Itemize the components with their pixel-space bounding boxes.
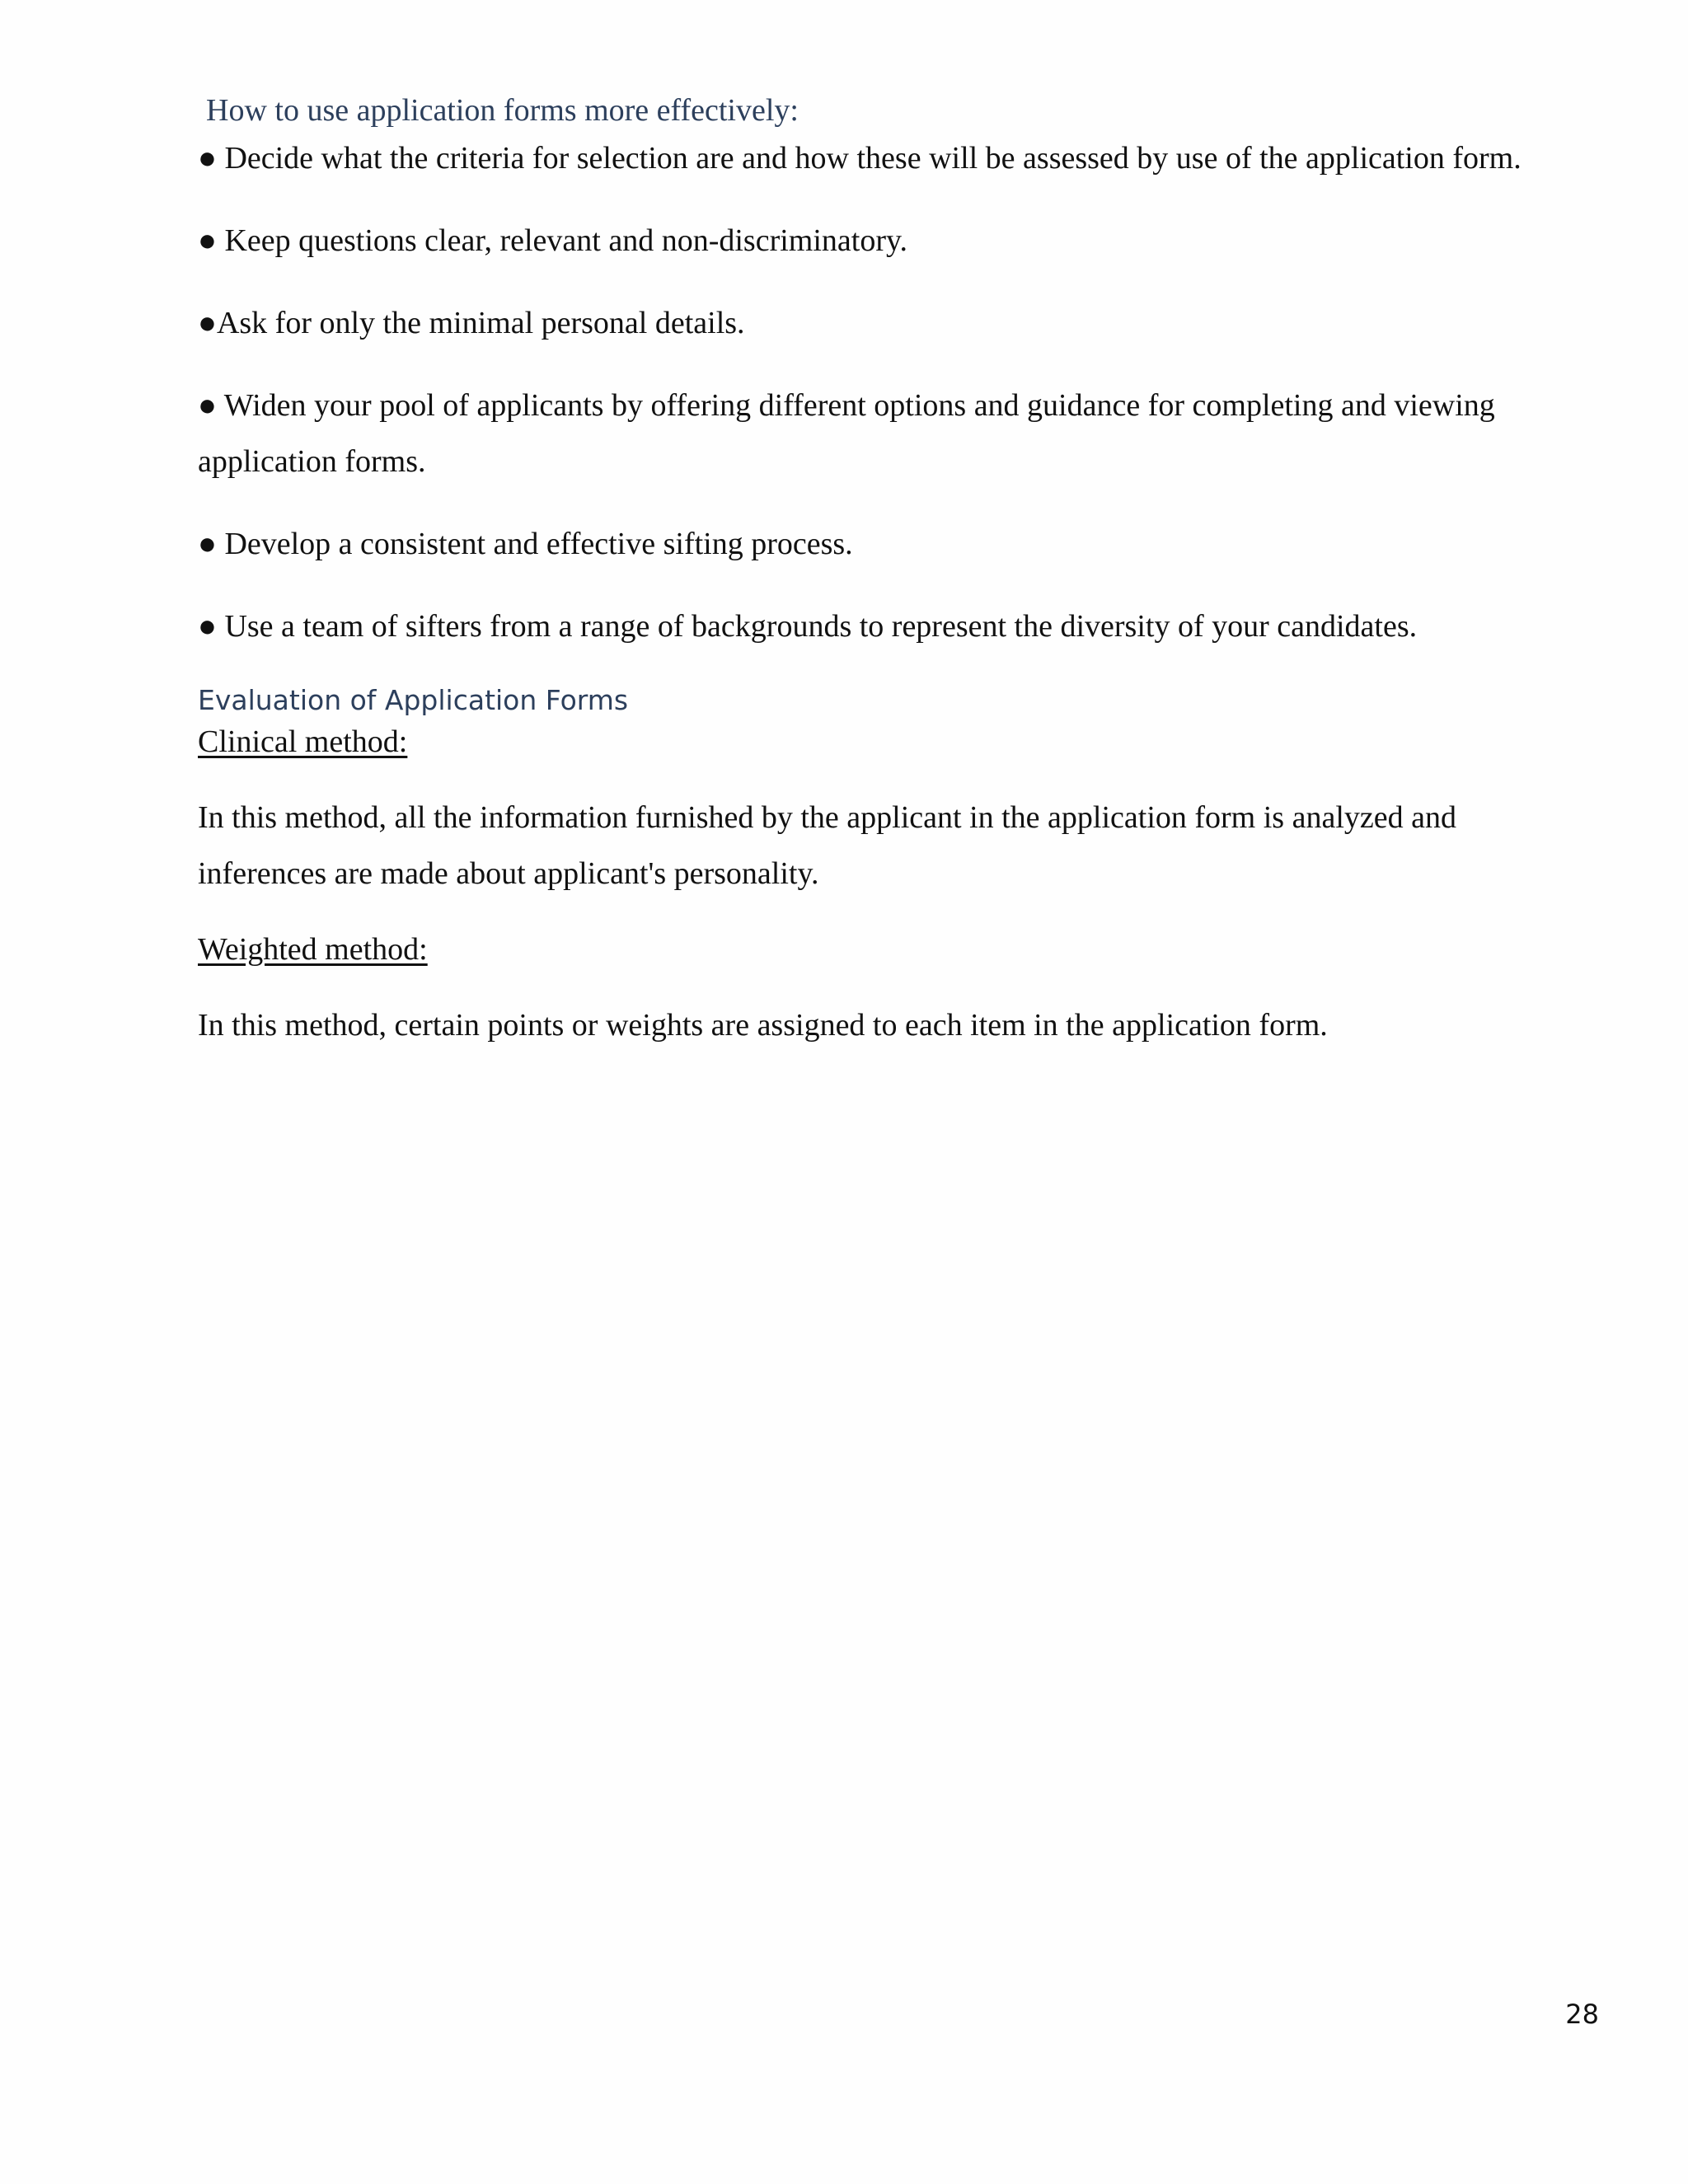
clinical-method-text: In this method, all the information furnished by the applicant in the application form is analyzed and inferences are made about applicant's personality. bbox=[198, 800, 1456, 891]
clinical-method-section bbox=[198, 719, 1582, 902]
weighted-method-title: Weighted method: bbox=[198, 932, 428, 967]
bullet-item-applicant-pool: ● Widen your pool of applicants by offering different options and guidance for completing and viewing application forms. bbox=[198, 388, 1495, 479]
page-heading: How to use application forms more effectively: bbox=[206, 93, 799, 128]
bullet-item-criteria: ● Decide what the criteria for selection are and how these will be assessed by use of the application form. bbox=[198, 141, 1522, 176]
weighted-method-section bbox=[198, 926, 1582, 1053]
page-content bbox=[198, 91, 1582, 1053]
weighted-method-text: In this method, certain points or weights are assigned to each item in the application form. bbox=[198, 1008, 1328, 1043]
page-number: 28 bbox=[1565, 1999, 1599, 2030]
bullet-item-sifters-team: ● Use a team of sifters from a range of backgrounds to represent the diversity of your candidates. bbox=[198, 609, 1418, 644]
bullet-item-questions: ● Keep questions clear, relevant and non-discriminatory. bbox=[198, 223, 908, 258]
bullet-item-sifting-process: ● Develop a consistent and effective sifting process. bbox=[198, 527, 853, 561]
bullet-item-personal-details: ●Ask for only the minimal personal details. bbox=[198, 306, 745, 340]
clinical-method-title: Clinical method: bbox=[198, 724, 408, 759]
section-heading: Evaluation of Application Forms bbox=[198, 684, 629, 716]
